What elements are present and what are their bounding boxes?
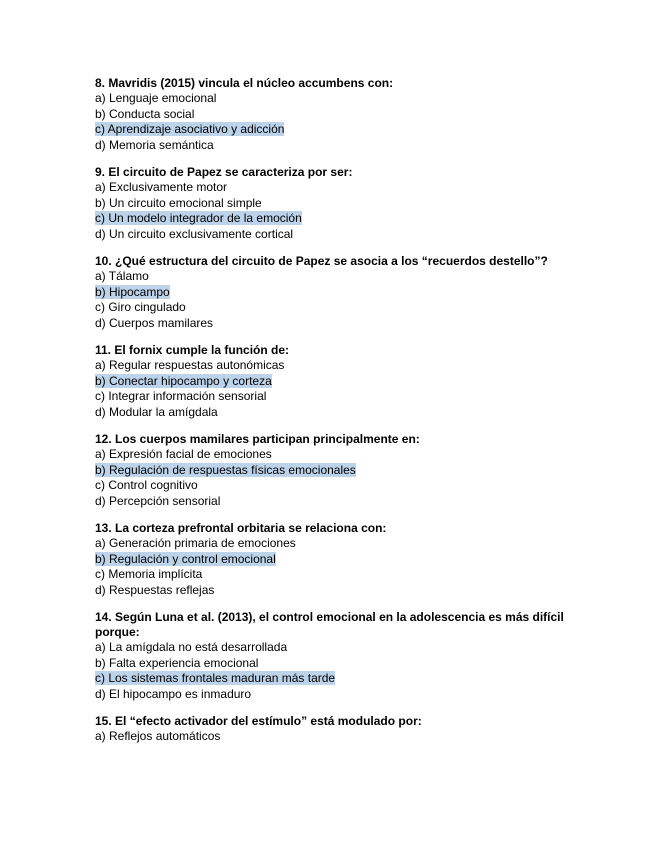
answer-option: [95, 285, 595, 301]
answer-option-text: d) Un circuito exclusivamente cortical: [95, 226, 294, 241]
question-block: [95, 610, 595, 702]
answer-option-text: d) Modular la amígdala: [95, 404, 218, 419]
answer-option-text: a) Regular respuestas autonómicas: [95, 358, 285, 372]
answer-option: [95, 196, 595, 212]
answer-option: [95, 447, 595, 463]
answer-option: [95, 389, 595, 405]
question-text: 13. La corteza prefrontal orbitaria se relaciona con:: [95, 521, 387, 535]
answer-option-text: d) Cuerpos mamilares: [95, 315, 214, 330]
answer-option-text: a) Expresión facial de emociones: [95, 447, 272, 461]
answer-option: [95, 91, 595, 107]
question-text: 11. El fornix cumple la función de:: [95, 343, 290, 357]
answer-option-text: b) Falta experiencia emocional: [95, 655, 259, 670]
answer-option: [95, 536, 595, 552]
answer-option: [95, 211, 595, 227]
question-block: [95, 521, 595, 598]
answer-option-text: d) Memoria semántica: [95, 137, 214, 152]
answer-option-highlighted-text: b) Conectar hipocampo y corteza: [95, 373, 272, 388]
answer-option: [95, 122, 595, 138]
answer-option-highlighted-text: c) Un modelo integrador de la emoción: [95, 211, 302, 225]
question-block: [95, 343, 595, 420]
answer-option: [95, 138, 595, 154]
answer-option-text: a) Exclusivamente motor: [95, 180, 228, 194]
answer-option-text: d) Percepción sensorial: [95, 493, 221, 508]
answer-option: [95, 583, 595, 599]
answer-option-text: d) Respuestas reflejas: [95, 582, 215, 597]
question-block: [95, 165, 595, 242]
answer-option-text: b) Un circuito emocional simple: [95, 195, 262, 210]
answer-option: [95, 478, 595, 494]
answer-option-text: c) Memoria implícita: [95, 567, 203, 581]
answer-option-highlighted-text: b) Hipocampo: [95, 284, 170, 299]
answer-option-text: d) El hipocampo es inmaduro: [95, 686, 252, 701]
question-text: 15. El “efecto activador del estímulo” está modulado por:: [95, 714, 422, 728]
answer-option-text: a) Lenguaje emocional: [95, 91, 217, 105]
question-text: 9. El circuito de Papez se caracteriza por ser:: [95, 165, 353, 179]
answer-option-highlighted-text: b) Regulación y control emocional: [95, 551, 276, 566]
answer-option-text: c) Control cognitivo: [95, 478, 198, 492]
question-block: [95, 76, 595, 153]
answer-option-text: a) Tálamo: [95, 269, 149, 283]
answer-option: [95, 640, 595, 656]
question-block: [95, 432, 595, 509]
answer-option-highlighted-text: c) Aprendizaje asociativo y adicción: [95, 122, 285, 136]
question-block: [95, 254, 595, 331]
answer-option-text: a) Generación primaria de emociones: [95, 536, 296, 550]
answer-option: [95, 463, 595, 479]
answer-option: [95, 405, 595, 421]
answer-option: [95, 567, 595, 583]
answer-option-text: c) Integrar información sensorial: [95, 389, 267, 403]
answer-option-text: a) Reflejos automáticos: [95, 729, 221, 743]
question-text: 12. Los cuerpos mamilares participan principalmente en:: [95, 432, 420, 446]
answer-option: [95, 374, 595, 390]
answer-option: [95, 671, 595, 687]
answer-option: [95, 316, 595, 332]
question-text: 10. ¿Qué estructura del circuito de Papez se asocia a los “recuerdos destello”?: [95, 254, 548, 268]
answer-option: [95, 227, 595, 243]
answer-option: [95, 269, 595, 285]
question-block: [95, 714, 595, 745]
quiz-content: [95, 76, 595, 757]
answer-option: [95, 552, 595, 568]
answer-option-highlighted-text: b) Regulación de respuestas físicas emocionales: [95, 462, 356, 477]
answer-option: [95, 656, 595, 672]
question-text: 8. Mavridis (2015) vincula el núcleo accumbens con:: [95, 76, 394, 90]
answer-option: [95, 107, 595, 123]
answer-option: [95, 358, 595, 374]
answer-option-text: a) La amígdala no está desarrollada: [95, 640, 288, 654]
answer-option-text: b) Conducta social: [95, 106, 195, 121]
answer-option-highlighted-text: c) Los sistemas frontales maduran más tarde: [95, 671, 336, 685]
answer-option: [95, 687, 595, 703]
question-text: 14. Según Luna et al. (2013), el control emocional en la adolescencia es más difícil porque:: [95, 610, 564, 639]
answer-option: [95, 494, 595, 510]
answer-option: [95, 729, 595, 745]
answer-option: [95, 180, 595, 196]
answer-option: [95, 300, 595, 316]
answer-option-text: c) Giro cingulado: [95, 300, 186, 314]
